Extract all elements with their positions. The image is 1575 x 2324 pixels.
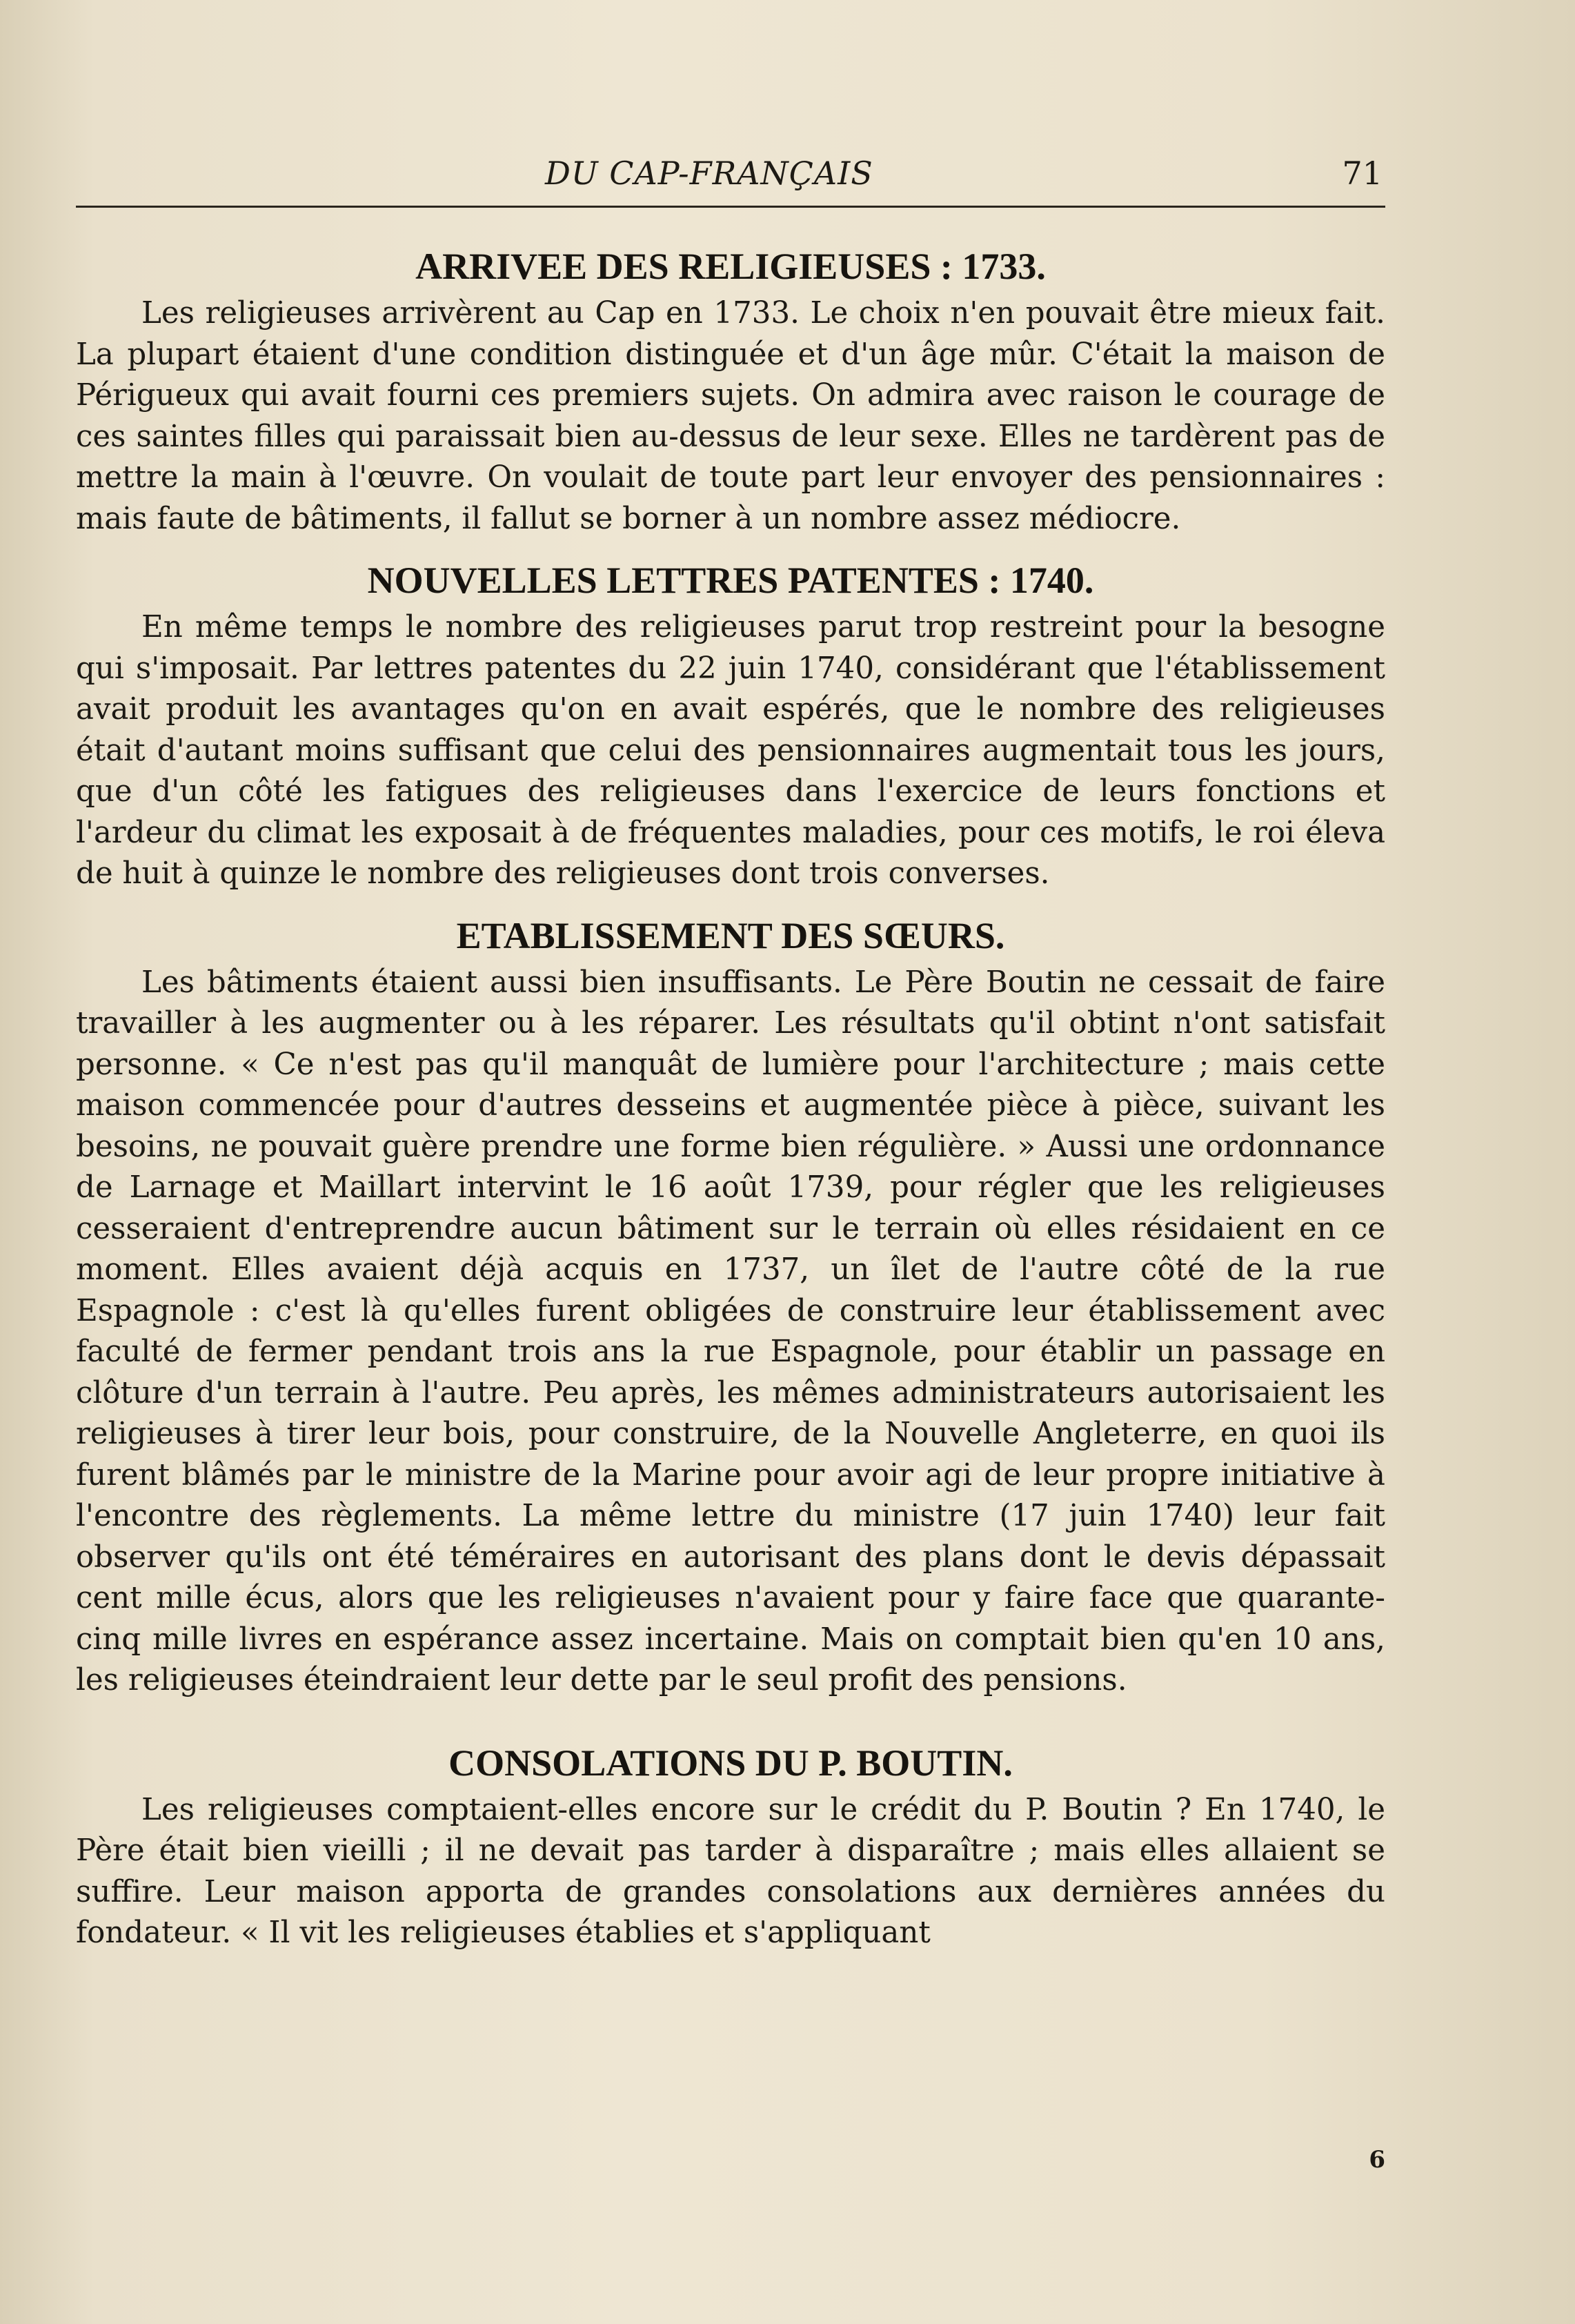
section-heading: NOUVELLES LETTRES PATENTES : 1740. [367,560,1094,601]
signature-mark: 6 [1369,2146,1385,2174]
page-content [76,245,1385,1954]
section-paragraph: Les religieuses arrivèrent au Cap en 1733. Le choix n'en pouvait être mieux fait. La plupart étaient d'une condition distinguée et d'un âge mûr. C'était la maison de Périgueux qui avait fourni ces premiers sujets. On admira avec raison le courage de ces saintes filles qui paraissait bien au-dessus de leur sexe. Elles ne tardèrent pas de mettre la main à l'œuvre. On voulait de toute part leur envoyer des pensionnaires : mais faute de bâtiments, il fallut se borner à un nombre assez médiocre. [76,296,1385,536]
page-header [76,150,1385,208]
section-heading: ARRIVEE DES RELIGIEUSES : 1733. [415,246,1046,287]
section-heading: ETABLISSEMENT DES SŒURS. [456,914,1005,956]
section-paragraph: Les bâtiments étaient aussi bien insuffisants. Le Père Boutin ne cessait de faire travailler à les augmenter ou à les réparer. Les résultats qu'il obtint n'ont satisfait personne. « Ce n'est pas qu'il manquât de lumière pour l'architecture ; mais cette maison commencée pour d'autres desseins et augmentée pièce à pièce, suivant les besoins, ne pouvait guère prendre une forme bien régulière. » Aussi une ordonnance de Larnage et Maillart intervint le 16 août 1739, pour régler que les religieuses cesseraient d'entreprendre aucun bâtiment sur le terrain où elles résidaient en ce moment. Elles avaient déjà acquis en 1737, un îlet de l'autre côté de la rue Espagnole : c'est là qu'elles furent obligées de construire leur établissement avec faculté de fermer pendant trois ans la rue Espagnole, pour établir un passage en clôture d'un terrain à l'autre. Peu après, les mêmes administrateurs autorisaient les religieuses à tirer leur bois, pour construire, de la Nouvelle Angleterre, en quoi ils furent blâmés par le ministre de la Marine pour avoir agi de leur propre initiative à l'encontre des règlements. La même lettre du ministre (17 juin 1740) leur fait observer qu'ils ont été téméraires en autorisant des plans dont le devis dépassait cent mille écus, alors que les religieuses n'avaient pour y faire face que quarante-cinq mille livres en espérance assez incertaine. Mais on comptait bien qu'en 10 ans, les religieuses éteindraient leur dette par le seul profit des pensions. [76,965,1385,1697]
section-heading: CONSOLATIONS DU P. BOUTIN. [448,1742,1013,1784]
section-lettres-patentes [76,559,1385,895]
section-consolations [76,1742,1385,1954]
page-number: 71 [1342,155,1383,192]
running-title: DU CAP-FRANÇAIS [545,155,873,192]
section-paragraph: Les religieuses comptaient-elles encore sur le crédit du P. Boutin ? En 1740, le Père était bien vieilli ; il ne devait pas tarder à disparaître ; mais elles allaient se suffire. Leur maison apporta de grandes consolations aux dernières années du fondateur. « Il vit les religieuses établies et s'appliquant [76,1792,1385,1950]
section-arrivee [76,245,1385,540]
section-paragraph: En même temps le nombre des religieuses parut trop restreint pour la besogne qui s'imposait. Par lettres patentes du 22 juin 1740, considérant que l'établissement avait produit les avantages qu'on en avait espérés, que le nombre des religieuses était d'autant moins suffisant que celui des pensionnaires augmentait tous les jours, que d'un côté les fatigues des religieuses dans l'exercice de leurs fonctions et l'ardeur du climat les exposait à de fréquentes maladies, pour ces motifs, le roi éleva de huit à quinze le nombre des religieuses dont trois converses. [76,610,1385,891]
section-etablissement [76,914,1385,1702]
